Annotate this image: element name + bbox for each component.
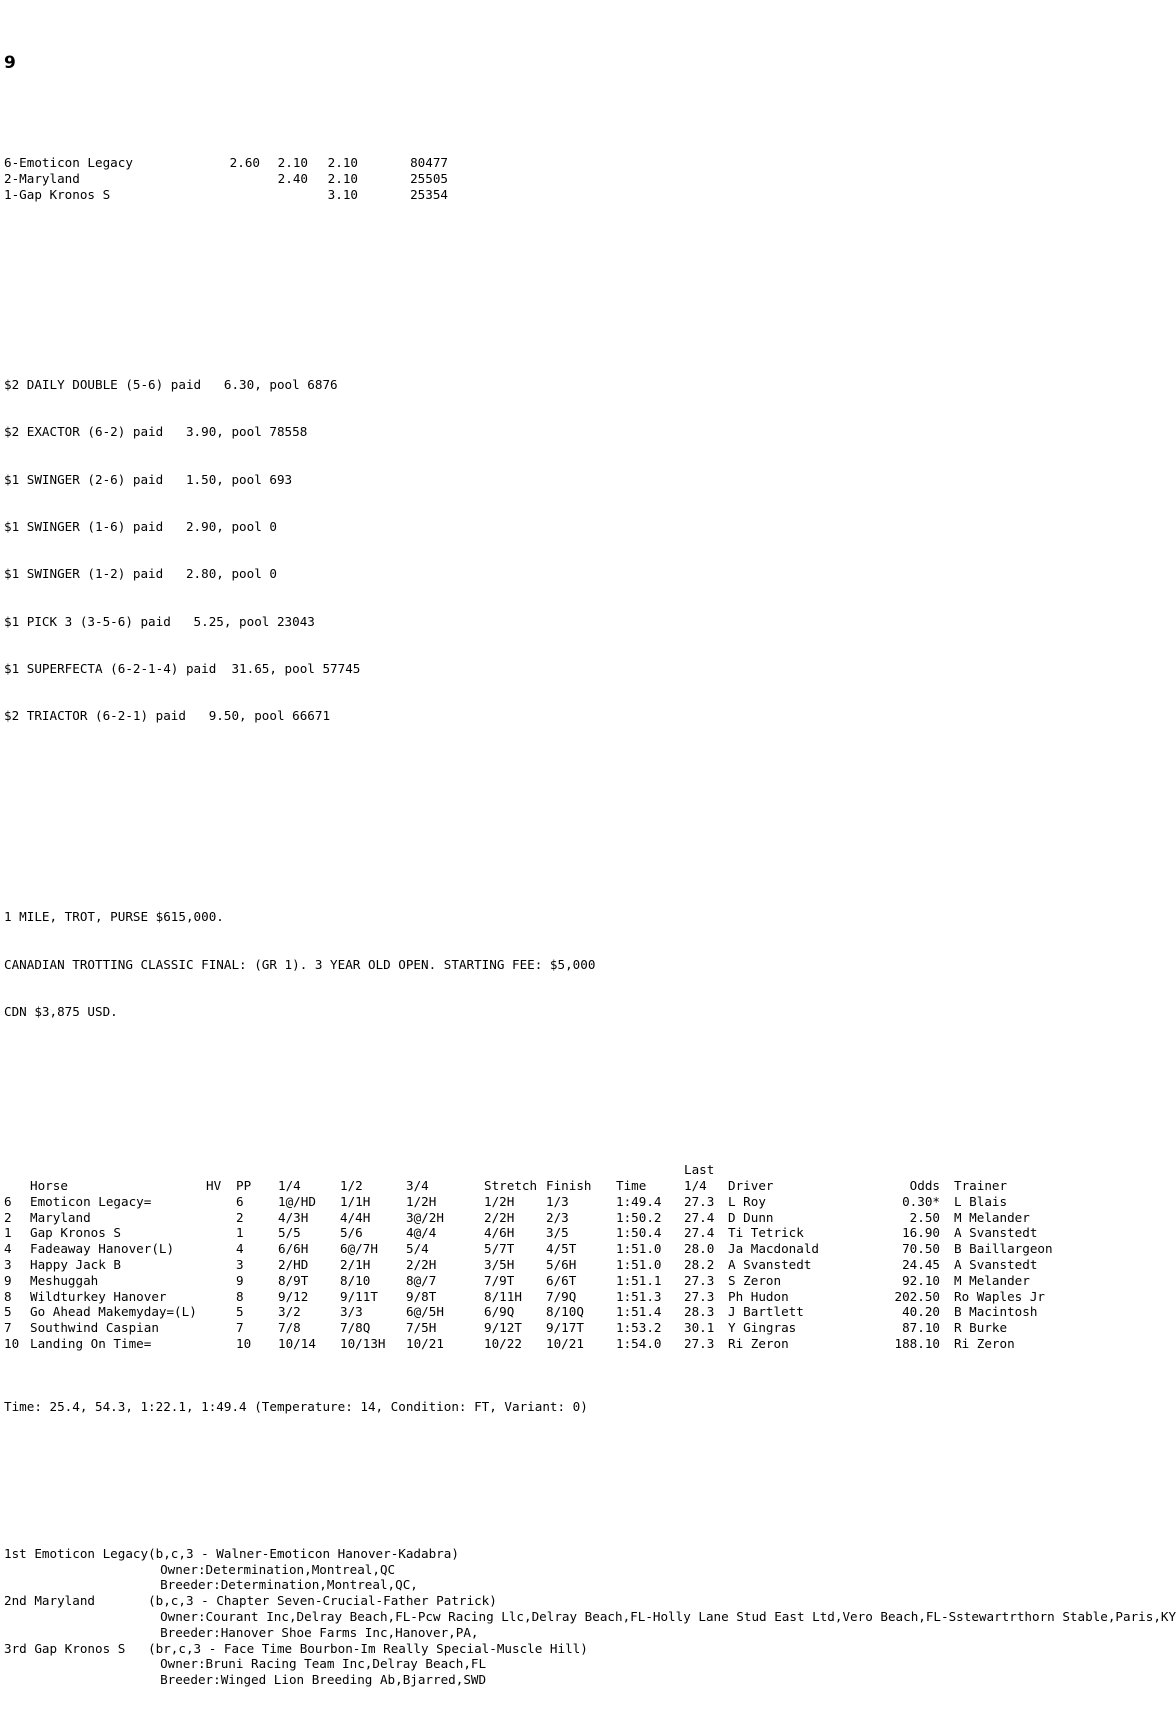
- driver-name: J Bartlett: [728, 1304, 804, 1320]
- breeder-info: Breeder:Hanover Shoe Farms Inc,Hanover,PA,: [160, 1624, 479, 1640]
- exotic-payout-line: $1 SWINGER (1-6) paid 2.90, pool 0: [4, 518, 277, 534]
- last-quarter: 27.4: [684, 1209, 715, 1225]
- trainer-name: L Blais: [954, 1193, 1008, 1209]
- final-time: 1:51.0: [616, 1256, 662, 1272]
- three-quarter-call: 10/21: [406, 1335, 444, 1351]
- col-hv: HV: [206, 1177, 222, 1193]
- payout-finishers: [4, 124, 1160, 235]
- quarter-call: 8/9T: [278, 1272, 309, 1288]
- program-number: 1: [4, 1225, 12, 1241]
- table-row: [4, 1194, 1134, 1210]
- quarter-call: 1@/HD: [278, 1193, 316, 1209]
- footnote-row: [4, 1562, 1176, 1578]
- col-finish: Finish: [546, 1177, 592, 1193]
- owner-info: Owner:Courant Inc,Delray Beach,FL-Pcw Racing Llc,Delray Beach,FL-Holly Lane Stud East Ltd,Vero Beach,FL-Sstewartrthorn Stable,Paris,KY: [160, 1608, 1176, 1624]
- quarter-call: 7/8: [278, 1320, 301, 1336]
- driver-name: D Dunn: [728, 1209, 774, 1225]
- payout-win: 2.60: [229, 155, 260, 171]
- payout-win: [216, 187, 260, 203]
- owner-info: Owner:Bruni Racing Team Inc,Delray Beach,FL: [160, 1656, 487, 1672]
- odds: 87.10: [902, 1320, 940, 1336]
- col-trainer: Trainer: [954, 1177, 1008, 1193]
- payout-entry: 1-Gap Kronos S: [4, 186, 111, 202]
- post-position: 3: [236, 1256, 244, 1272]
- last-quarter: 28.3: [684, 1304, 715, 1320]
- program-number: 8: [4, 1288, 12, 1304]
- half-call: 5/6: [340, 1225, 363, 1241]
- post-position: 7: [236, 1320, 244, 1336]
- last-quarter: 28.2: [684, 1256, 715, 1272]
- program-number: 3: [4, 1256, 12, 1272]
- driver-name: A Svanstedt: [728, 1256, 812, 1272]
- stretch-call: 4/6H: [484, 1225, 515, 1241]
- spacer: [4, 803, 1160, 830]
- exotic-payouts: [4, 345, 1160, 756]
- exotic-payout-line: $2 TRIACTOR (6-2-1) paid 9.50, pool 66671: [4, 708, 331, 724]
- finish-place-horse: 3rd Gap Kronos S: [4, 1640, 126, 1656]
- payout-row: [4, 171, 448, 187]
- last-quarter: 27.4: [684, 1225, 715, 1241]
- trainer-name: B Baillargeon: [954, 1241, 1053, 1257]
- horse-name: Meshuggah: [30, 1272, 99, 1288]
- fractions-line: Time: 25.4, 54.3, 1:22.1, 1:49.4 (Temperature: 14, Condition: FT, Variant: 0): [4, 1399, 588, 1415]
- race-conditions: [4, 878, 1160, 1052]
- trainer-name: M Melander: [954, 1272, 1030, 1288]
- last-quarter-header: Last: [684, 1162, 715, 1178]
- driver-name: L Roy: [728, 1193, 766, 1209]
- hv-value: [206, 1289, 236, 1305]
- payout-place: 2.40: [277, 171, 308, 187]
- program-number: 6: [4, 1193, 12, 1209]
- horse-name: Happy Jack B: [30, 1256, 121, 1272]
- owner-info: Owner:Determination,Montreal,QC: [160, 1561, 396, 1577]
- payout-entry: 2-Maryland: [4, 171, 80, 187]
- header-row-last: [4, 1162, 1134, 1178]
- half-call: 4/4H: [340, 1209, 371, 1225]
- finish-call: 10/21: [546, 1335, 584, 1351]
- odds: 0.30*: [902, 1193, 940, 1209]
- post-position: 8: [236, 1288, 244, 1304]
- stretch-call: 10/22: [484, 1335, 522, 1351]
- table-row: [4, 1320, 1134, 1336]
- program-number: 5: [4, 1304, 12, 1320]
- final-time: 1:53.2: [616, 1320, 662, 1336]
- condition-line: CDN $3,875 USD.: [4, 1004, 118, 1020]
- breeding-info: (br,c,3 - Face Time Bourbon-Im Really Special-Muscle Hill): [148, 1640, 588, 1656]
- col-driver: Driver: [728, 1177, 774, 1193]
- race-number: 9: [4, 53, 16, 74]
- horse-name: Emoticon Legacy=: [30, 1193, 152, 1209]
- stretch-call: 2/2H: [484, 1209, 515, 1225]
- last-quarter: 27.3: [684, 1193, 715, 1209]
- horse-name: Landing On Time=: [30, 1335, 152, 1351]
- odds: 16.90: [902, 1225, 940, 1241]
- col-pp: PP: [236, 1177, 252, 1193]
- trainer-name: M Melander: [954, 1209, 1030, 1225]
- three-quarter-call: 1/2H: [406, 1193, 437, 1209]
- horse-name: Go Ahead Makemyday=(L): [30, 1304, 197, 1320]
- finish-call: 4/5T: [546, 1241, 577, 1257]
- exotic-payout-line: $2 DAILY DOUBLE (5-6) paid 6.30, pool 6876: [4, 376, 338, 392]
- final-time: 1:51.0: [616, 1241, 662, 1257]
- table-row: [4, 1210, 1134, 1226]
- three-quarter-call: 9/8T: [406, 1288, 437, 1304]
- col-half: 1/2: [340, 1177, 363, 1193]
- stretch-call: 7/9T: [484, 1272, 515, 1288]
- odds: 202.50: [894, 1288, 940, 1304]
- trainer-name: Ri Zeron: [954, 1335, 1015, 1351]
- payout-place: 2.10: [277, 155, 308, 171]
- half-call: 1/1H: [340, 1193, 371, 1209]
- exotic-payout-line: $1 SWINGER (1-2) paid 2.80, pool 0: [4, 566, 277, 582]
- driver-name: Y Gingras: [728, 1320, 797, 1336]
- spacer: [4, 1462, 1160, 1498]
- finish-call: 1/3: [546, 1193, 569, 1209]
- horse-name: Gap Kronos S: [30, 1225, 121, 1241]
- half-call: 9/11T: [340, 1288, 378, 1304]
- table-row: [4, 1304, 1134, 1320]
- three-quarter-call: 5/4: [406, 1241, 429, 1257]
- table-row: [4, 1289, 1134, 1305]
- horse-name: Fadeaway Hanover(L): [30, 1241, 175, 1257]
- footnote-row: [4, 1546, 1176, 1562]
- stretch-call: 6/9Q: [484, 1304, 515, 1320]
- three-quarter-call: 3@/2H: [406, 1209, 444, 1225]
- quarter-call: 3/2: [278, 1304, 301, 1320]
- payout-win: [216, 171, 260, 187]
- odds: 92.10: [902, 1272, 940, 1288]
- driver-name: S Zeron: [728, 1272, 782, 1288]
- horse-name: Wildturkey Hanover: [30, 1288, 167, 1304]
- payout-table: [4, 155, 448, 202]
- odds: 40.20: [902, 1304, 940, 1320]
- half-call: 8/10: [340, 1272, 371, 1288]
- post-position: 9: [236, 1272, 244, 1288]
- post-position: 2: [236, 1209, 244, 1225]
- running-line-table: [4, 1162, 1134, 1352]
- payout-table-body: [4, 155, 448, 202]
- col-last-quarter: 1/4: [684, 1177, 707, 1193]
- col-quarter: 1/4: [278, 1177, 301, 1193]
- payout-row: [4, 155, 448, 171]
- hv-value: [206, 1241, 236, 1257]
- payout-row: [4, 187, 448, 203]
- driver-name: Ti Tetrick: [728, 1225, 804, 1241]
- quarter-call: 5/5: [278, 1225, 301, 1241]
- hv-value: [206, 1194, 236, 1210]
- payout-show: 2.10: [327, 171, 358, 187]
- last-quarter: 27.3: [684, 1288, 715, 1304]
- col-time: Time: [616, 1177, 647, 1193]
- finish-place-horse: 1st Emoticon Legacy: [4, 1545, 149, 1561]
- half-call: 6@/7H: [340, 1241, 378, 1257]
- horse-name: Maryland: [30, 1209, 91, 1225]
- footnote-row: [4, 1625, 1176, 1641]
- payout-pool: 25505: [410, 171, 448, 187]
- quarter-call: 4/3H: [278, 1209, 309, 1225]
- program-number: 10: [4, 1335, 20, 1351]
- final-time: 1:51.3: [616, 1288, 662, 1304]
- post-position: 1: [236, 1225, 244, 1241]
- program-number: 9: [4, 1272, 12, 1288]
- quarter-call: 9/12: [278, 1288, 309, 1304]
- stretch-call: 1/2H: [484, 1193, 515, 1209]
- breeding-info: (b,c,3 - Chapter Seven-Crucial-Father Patrick): [148, 1593, 497, 1609]
- last-quarter: 28.0: [684, 1241, 715, 1257]
- final-time: 1:49.4: [616, 1193, 662, 1209]
- hv-value: [206, 1320, 236, 1336]
- payout-entry: 6-Emoticon Legacy: [4, 155, 133, 171]
- stretch-call: 9/12T: [484, 1320, 522, 1336]
- half-call: 2/1H: [340, 1256, 371, 1272]
- hv-value: [206, 1304, 236, 1320]
- payout-show: 3.10: [327, 186, 358, 202]
- finish-call: 7/9Q: [546, 1288, 577, 1304]
- final-time: 1:51.1: [616, 1272, 662, 1288]
- exotic-payout-line: $2 EXACTOR (6-2) paid 3.90, pool 78558: [4, 424, 308, 440]
- hv-value: [206, 1273, 236, 1289]
- table-row: [4, 1257, 1134, 1273]
- hv-value: [206, 1225, 236, 1241]
- final-time: 1:50.4: [616, 1225, 662, 1241]
- stretch-call: 5/7T: [484, 1241, 515, 1257]
- horse-name: Southwind Caspian: [30, 1320, 159, 1336]
- last-quarter: 27.3: [684, 1272, 715, 1288]
- post-position: 6: [236, 1193, 244, 1209]
- breeder-info: Breeder:Determination,Montreal,QC,: [160, 1577, 418, 1593]
- final-time: 1:54.0: [616, 1335, 662, 1351]
- last-quarter: 27.3: [684, 1335, 715, 1351]
- hv-value: [206, 1257, 236, 1273]
- three-quarter-call: 2/2H: [406, 1256, 437, 1272]
- quarter-call: 2/HD: [278, 1256, 309, 1272]
- exotic-payout-line: $1 SWINGER (2-6) paid 1.50, pool 693: [4, 471, 293, 487]
- finish-call: 3/5: [546, 1225, 569, 1241]
- stretch-call: 8/11H: [484, 1288, 522, 1304]
- post-position: 10: [236, 1335, 252, 1351]
- finish-call: 8/10Q: [546, 1304, 584, 1320]
- hv-value: [206, 1210, 236, 1226]
- running-line-body: [4, 1194, 1134, 1352]
- finish-call: 6/6T: [546, 1272, 577, 1288]
- three-quarter-call: 7/5H: [406, 1320, 437, 1336]
- table-row: [4, 1241, 1134, 1257]
- finish-call: 2/3: [546, 1209, 569, 1225]
- footnote-row: [4, 1577, 1176, 1593]
- footnote-row: [4, 1641, 1176, 1657]
- col-horse: Horse: [30, 1177, 68, 1193]
- trainer-name: Ro Waples Jr: [954, 1288, 1045, 1304]
- finish-place-horse: 2nd Maryland: [4, 1593, 95, 1609]
- driver-name: Ri Zeron: [728, 1335, 789, 1351]
- stretch-call: 3/5H: [484, 1256, 515, 1272]
- payout-show: 2.10: [327, 155, 358, 171]
- odds: 70.50: [902, 1241, 940, 1257]
- driver-name: Ja Macdonald: [728, 1241, 819, 1257]
- footnote-row: [4, 1593, 1176, 1609]
- three-quarter-call: 6@/5H: [406, 1304, 444, 1320]
- col-stretch: Stretch: [484, 1177, 538, 1193]
- payout-pool: 25354: [410, 186, 448, 202]
- table-row: [4, 1273, 1134, 1289]
- exotic-payout-line: $1 PICK 3 (3-5-6) paid 5.25, pool 23043: [4, 613, 315, 629]
- three-quarter-call: 8@/7: [406, 1272, 437, 1288]
- payout-pool: 80477: [410, 155, 448, 171]
- half-call: 7/8Q: [340, 1320, 371, 1336]
- quarter-call: 6/6H: [278, 1241, 309, 1257]
- odds: 24.45: [902, 1256, 940, 1272]
- running-line-head: [4, 1162, 1134, 1194]
- col-odds: Odds: [909, 1177, 940, 1193]
- finish-call: 5/6H: [546, 1256, 577, 1272]
- quarter-call: 10/14: [278, 1335, 316, 1351]
- program-number: 7: [4, 1320, 12, 1336]
- exotic-payout-line: $1 SUPERFECTA (6-2-1-4) paid 31.65, pool 57745: [4, 661, 361, 677]
- last-quarter: 30.1: [684, 1320, 715, 1336]
- breeding-info: (b,c,3 - Walner-Emoticon Hanover-Kadabra): [148, 1545, 459, 1561]
- header-row: [4, 1178, 1134, 1194]
- trainer-name: R Burke: [954, 1320, 1008, 1336]
- trainer-name: A Svanstedt: [954, 1225, 1038, 1241]
- odds: 188.10: [894, 1335, 940, 1351]
- payout-place: [260, 187, 308, 203]
- odds: 2.50: [909, 1209, 940, 1225]
- post-position: 5: [236, 1304, 244, 1320]
- footnote-row: [4, 1672, 1176, 1688]
- final-time: 1:50.2: [616, 1209, 662, 1225]
- breeder-info: Breeder:Winged Lion Breeding Ab,Bjarred,SWD: [160, 1672, 487, 1688]
- table-row: [4, 1225, 1134, 1241]
- hv-value: [206, 1336, 236, 1352]
- condition-line: 1 MILE, TROT, PURSE $615,000.: [4, 909, 224, 925]
- spacer: [4, 282, 1160, 298]
- table-row: [4, 1336, 1134, 1352]
- half-call: 10/13H: [340, 1335, 386, 1351]
- col-three-quarter: 3/4: [406, 1177, 429, 1193]
- program-number: 4: [4, 1241, 12, 1257]
- three-quarter-call: 4@/4: [406, 1225, 437, 1241]
- final-time: 1:51.4: [616, 1304, 662, 1320]
- post-position: 4: [236, 1241, 244, 1257]
- program-number: 2: [4, 1209, 12, 1225]
- trainer-name: A Svanstedt: [954, 1256, 1038, 1272]
- half-call: 3/3: [340, 1304, 363, 1320]
- trainer-name: B Macintosh: [954, 1304, 1038, 1320]
- footnote-row: [4, 1656, 1176, 1672]
- spacer: [4, 1099, 1160, 1115]
- finish-call: 9/17T: [546, 1320, 584, 1336]
- footnote-row: [4, 1609, 1176, 1625]
- driver-name: Ph Hudon: [728, 1288, 789, 1304]
- condition-line: CANADIAN TROTTING CLASSIC FINAL: (GR 1). 3 YEAR OLD OPEN. STARTING FEE: $5,000: [4, 956, 596, 972]
- footnote-table: [4, 1546, 1176, 1688]
